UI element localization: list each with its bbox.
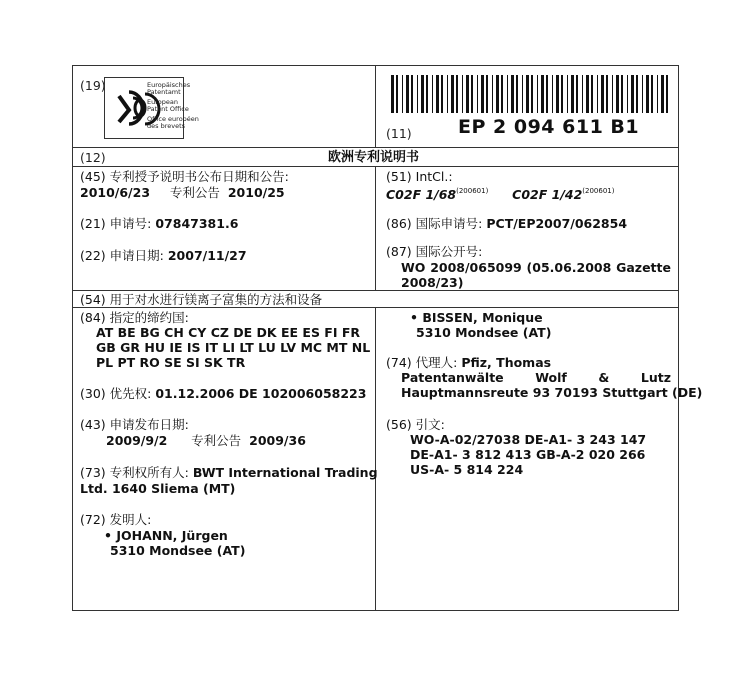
field-22-code: (22)	[80, 248, 106, 263]
publication-date: (05.06.2008	[526, 260, 612, 275]
logo-text-fr-1: Office européen	[147, 115, 199, 123]
barcode-bar	[571, 75, 574, 113]
barcode-bar	[421, 75, 424, 113]
citation-line-2: DE-A1- 3 812 413 GB-A-2 020 266	[410, 447, 646, 462]
barcode-bar	[606, 75, 608, 113]
barcode-bar	[552, 75, 553, 113]
field-43-label: 申请发布日期:	[109, 417, 189, 432]
inventor-1-address: 5310 Mondsee (AT)	[110, 543, 246, 558]
field-45	[80, 169, 289, 184]
barcode-bar	[546, 75, 548, 113]
barcode-bar	[556, 75, 559, 113]
application-bulletin-label: 专利公告	[191, 433, 242, 448]
barcode-bar	[642, 75, 643, 113]
grant-date: 2010/6/23	[80, 185, 151, 200]
barcode-bar	[612, 75, 613, 113]
ipc-class-2: C02F 1/42	[512, 187, 583, 202]
designated-states-1: AT BE BG CH CY CZ DE DK EE ES FI FR	[96, 325, 361, 340]
barcode-bar	[616, 75, 619, 113]
field-74	[386, 355, 551, 370]
barcode-bar	[507, 75, 508, 113]
barcode-bar	[621, 75, 623, 113]
barcode-bar	[406, 75, 409, 113]
publication-line-1	[401, 260, 671, 275]
designated-states-3: PL PT RO SE SI SK TR	[96, 355, 246, 370]
barcode-bar	[501, 75, 503, 113]
field-73	[80, 465, 378, 480]
inventor-2-name: • BISSEN, Monique	[410, 310, 543, 325]
representative-firm	[401, 370, 671, 385]
barcode-bar	[541, 75, 544, 113]
barcode-bar	[651, 75, 653, 113]
barcode-bar	[526, 75, 529, 113]
barcode-bar	[567, 75, 568, 113]
field-54-code: (54)	[80, 292, 106, 307]
barcode-bar	[627, 75, 628, 113]
rule-header-bottom	[72, 147, 679, 148]
barcode-bar	[576, 75, 578, 113]
publication-wo: WO	[401, 260, 426, 275]
representative-name: Pfiz, Thomas	[461, 355, 552, 370]
field-72-label: 发明人:	[109, 512, 152, 527]
barcode-bar	[411, 75, 413, 113]
barcode-bar	[477, 75, 478, 113]
field-43-values	[106, 433, 306, 448]
grant-bulletin: 2010/25	[227, 185, 285, 200]
field-84-label: 指定的缔约国:	[109, 310, 189, 325]
grant-bulletin-label: 专利公告	[169, 185, 220, 200]
barcode-bar	[486, 75, 488, 113]
barcode-bar	[561, 75, 563, 113]
field-22	[80, 248, 247, 263]
field-73-code: (73)	[80, 465, 106, 480]
field-72-code: (72)	[80, 512, 106, 527]
field-86	[386, 216, 627, 231]
column-divider-top	[375, 65, 376, 148]
barcode	[391, 75, 669, 113]
field-45-values	[80, 185, 285, 200]
field-51-label: IntCl.:	[415, 169, 453, 184]
logo-text-en-2: Patent Office	[147, 105, 189, 113]
barcode-bar	[466, 75, 469, 113]
field-72	[80, 512, 151, 527]
field-56-label: 引文:	[415, 417, 445, 432]
proprietor-name: BWT International Trading	[192, 465, 378, 480]
ipc-class-1: C02F 1/68	[386, 187, 457, 202]
barcode-bar	[646, 75, 649, 113]
barcode-bar	[441, 75, 443, 113]
field-30	[80, 386, 366, 401]
field-84-code: (84)	[80, 310, 106, 325]
citation-line-3: US-A- 5 814 224	[410, 462, 524, 477]
barcode-bar	[586, 75, 589, 113]
firm-word-1: Patentanwälte	[401, 370, 504, 385]
barcode-bar	[516, 75, 518, 113]
citation-line-1: WO-A-02/27038 DE-A1- 3 243 147	[410, 432, 647, 447]
field-56-code: (56)	[386, 417, 412, 432]
publication-date-application: 2009/9/2	[106, 433, 168, 448]
code-11: (11)	[386, 126, 412, 141]
barcode-bar	[601, 75, 604, 113]
priority-value: 01.12.2006 DE 102006058223	[155, 386, 367, 401]
barcode-bar	[657, 75, 658, 113]
barcode-bar	[631, 75, 634, 113]
field-45-label: 专利授予说明书公布日期和公告:	[109, 169, 289, 184]
barcode-bar	[511, 75, 514, 113]
field-43	[80, 417, 189, 432]
filing-date: 2007/11/27	[167, 248, 247, 263]
barcode-bar	[391, 75, 394, 113]
firm-word-4: Lutz	[640, 370, 671, 385]
barcode-bar	[402, 75, 403, 113]
field-51	[386, 169, 453, 184]
field-74-label: 代理人:	[415, 355, 458, 370]
barcode-bar	[591, 75, 593, 113]
barcode-bar	[496, 75, 499, 113]
publication-number: 2008/065099	[430, 260, 522, 275]
field-74-code: (74)	[386, 355, 412, 370]
proprietor-address: Ltd. 1640 Sliema (MT)	[80, 481, 236, 496]
field-84	[80, 310, 189, 325]
application-bulletin: 2009/36	[249, 433, 306, 448]
field-30-code: (30)	[80, 386, 106, 401]
field-22-label: 申请日期:	[109, 248, 164, 263]
publication-line-2: 2008/23)	[401, 275, 464, 290]
column-divider-bottom	[375, 307, 376, 611]
barcode-bar	[531, 75, 533, 113]
barcode-bar	[636, 75, 638, 113]
code-12: (12)	[80, 150, 106, 165]
column-divider-middle	[375, 166, 376, 290]
barcode-bar	[582, 75, 583, 113]
field-43-code: (43)	[80, 417, 106, 432]
barcode-bar	[447, 75, 448, 113]
designated-states-2: GB GR HU IE IS IT LI LT LU LV MC MT NL	[96, 340, 371, 355]
inventor-1-name: • JOHANN, Jürgen	[104, 528, 228, 543]
barcode-bar	[661, 75, 664, 113]
logo-text-de-2: Patentamt	[147, 88, 181, 96]
ipc-version-1: (200601)	[456, 187, 489, 195]
patent-number: EP 2 094 611 B1	[458, 116, 640, 138]
barcode-bar	[417, 75, 418, 113]
barcode-bar	[481, 75, 484, 113]
inventor-2-address: 5310 Mondsee (AT)	[416, 325, 552, 340]
barcode-bar	[537, 75, 538, 113]
barcode-bar	[456, 75, 458, 113]
international-application-number: PCT/EP2007/062854	[486, 216, 628, 231]
ipc-classes	[386, 184, 614, 202]
invention-title: 用于对水进行镁离子富集的方法和设备	[109, 292, 323, 307]
barcode-bar	[666, 75, 668, 113]
field-87	[386, 244, 482, 259]
field-56	[386, 417, 445, 432]
barcode-bar	[451, 75, 454, 113]
barcode-bar	[471, 75, 473, 113]
field-21	[80, 216, 238, 231]
field-45-code: (45)	[80, 169, 106, 184]
ipc-version-2: (200601)	[582, 187, 615, 195]
barcode-bar	[432, 75, 433, 113]
field-54	[80, 292, 322, 307]
field-21-code: (21)	[80, 216, 106, 231]
barcode-bar	[597, 75, 598, 113]
logo-text-de-1: Europäisches	[147, 81, 191, 89]
field-51-code: (51)	[386, 169, 412, 184]
barcode-bar	[426, 75, 428, 113]
logo-text-fr-2: des brevets	[147, 122, 186, 130]
field-86-code: (86)	[386, 216, 412, 231]
barcode-bar	[396, 75, 398, 113]
representative-address: Hauptmannsreute 93 70193 Stuttgart (DE)	[401, 385, 703, 400]
doc-type-title: 欧洲专利说明书	[328, 150, 420, 165]
logo-text-en-1: European	[147, 98, 178, 106]
firm-word-3: &	[598, 370, 610, 385]
barcode-bar	[492, 75, 493, 113]
field-30-label: 优先权:	[109, 386, 152, 401]
field-86-label: 国际申请号:	[415, 216, 483, 231]
field-87-code: (87)	[386, 244, 412, 259]
application-number: 07847381.6	[155, 216, 239, 231]
barcode-bar	[462, 75, 463, 113]
code-19: (19)	[80, 78, 106, 93]
publication-gazette: Gazette	[616, 260, 671, 275]
field-87-label: 国际公开号:	[415, 244, 483, 259]
barcode-bar	[522, 75, 523, 113]
field-73-label: 专利权所有人:	[109, 465, 189, 480]
barcode-bar	[436, 75, 439, 113]
firm-word-2: Wolf	[535, 370, 567, 385]
field-21-label: 申请号:	[109, 216, 152, 231]
